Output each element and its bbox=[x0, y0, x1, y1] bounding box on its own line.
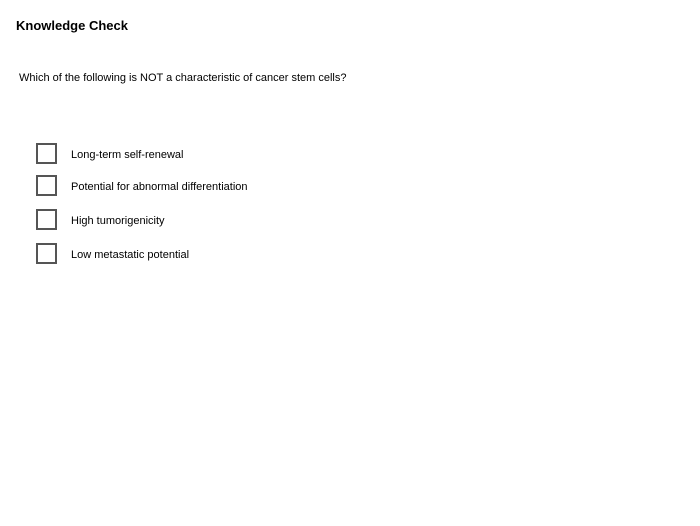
answer-option-2[interactable] bbox=[36, 175, 336, 197]
answer-option-1[interactable] bbox=[36, 143, 336, 165]
page-title: Knowledge Check bbox=[16, 18, 128, 33]
answer-option-3[interactable] bbox=[36, 209, 336, 231]
answer-checkbox-3[interactable] bbox=[36, 209, 57, 230]
answer-checkbox-1[interactable] bbox=[36, 143, 57, 164]
answer-label-1[interactable]: Long-term self-renewal bbox=[71, 149, 184, 161]
answer-label-2[interactable]: Potential for abnormal differentiation bbox=[71, 181, 248, 193]
answer-checkbox-4[interactable] bbox=[36, 243, 57, 264]
answer-option-4[interactable] bbox=[36, 243, 336, 265]
question-text: Which of the following is NOT a characteristic of cancer stem cells? bbox=[19, 72, 347, 84]
answer-label-4[interactable]: Low metastatic potential bbox=[71, 249, 190, 261]
answer-label-3[interactable]: High tumorigenicity bbox=[71, 215, 165, 227]
answer-checkbox-2[interactable] bbox=[36, 175, 57, 196]
